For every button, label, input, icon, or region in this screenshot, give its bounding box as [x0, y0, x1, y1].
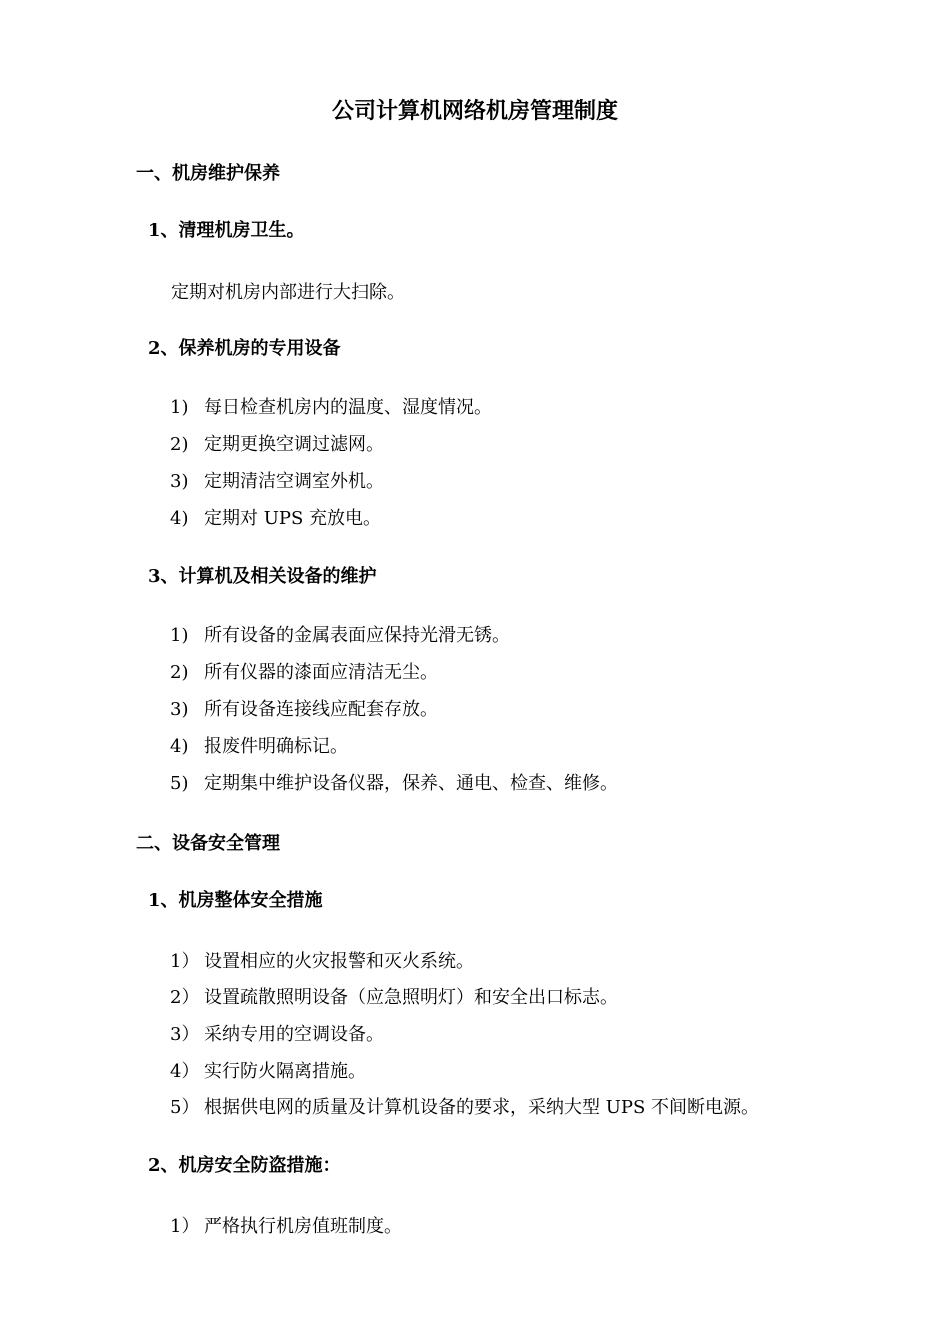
list-item — [170, 1022, 384, 1048]
list-item — [170, 395, 492, 421]
list-number: 4) — [170, 736, 189, 757]
subsection-heading-equipment-care: 2、保养机房的专用设备 — [148, 338, 341, 359]
list-item — [170, 771, 618, 797]
document-title: 公司计算机网络机房管理制度 — [331, 98, 618, 124]
list-number: 1） — [170, 1216, 200, 1237]
subsection-heading-overall-safety: 1、机房整体安全措施 — [148, 890, 323, 911]
list-item — [170, 949, 474, 975]
subsection-heading-anti-theft: 2、机房安全防盗措施： — [148, 1155, 341, 1176]
list-item — [170, 506, 381, 532]
list-number: 4) — [170, 508, 189, 529]
list-text: 每日检查机房内的温度、湿度情况。 — [204, 397, 492, 418]
list-text: 报废件明确标记。 — [204, 736, 348, 757]
list-item — [170, 623, 510, 649]
list-number: 1) — [170, 625, 189, 646]
list-number: 1） — [170, 951, 200, 972]
list-number: 3） — [170, 1024, 200, 1045]
list-item — [170, 734, 348, 760]
list-text: 定期清洁空调室外机。 — [204, 471, 384, 492]
list-item — [170, 432, 384, 458]
list-text: 采纳专用的空调设备。 — [204, 1024, 384, 1045]
list-text: 所有仪器的漆面应清洁无尘。 — [204, 662, 438, 683]
section-heading-security: 二、设备安全管理 — [136, 833, 280, 854]
list-text: 实行防火隔离措施。 — [204, 1061, 366, 1082]
list-number: 3) — [170, 699, 189, 720]
list-number: 1) — [170, 397, 189, 418]
list-text: 设置疏散照明设备（应急照明灯）和安全出口标志。 — [204, 987, 618, 1008]
paragraph-cleaning: 定期对机房内部进行大扫除。 — [171, 282, 405, 303]
section-heading-maintenance: 一、机房维护保养 — [136, 163, 280, 184]
list-number: 2） — [170, 987, 200, 1008]
list-number: 5) — [170, 773, 189, 794]
list-number: 2) — [170, 434, 189, 455]
list-number: 4） — [170, 1061, 200, 1082]
list-text: 设置相应的火灾报警和灭火系统。 — [204, 951, 474, 972]
list-item — [170, 985, 618, 1011]
list-number: 3) — [170, 471, 189, 492]
list-item — [170, 469, 384, 495]
list-text: 所有设备连接线应配套存放。 — [204, 699, 438, 720]
list-text: 根据供电网的质量及计算机设备的要求，采纳大型 UPS 不间断电源。 — [204, 1097, 760, 1118]
list-item — [170, 660, 438, 686]
list-text: 定期集中维护设备仪器，保养、通电、检查、维修。 — [204, 773, 618, 794]
list-item — [170, 1059, 366, 1085]
list-item — [170, 1214, 402, 1240]
list-item — [170, 1095, 759, 1121]
list-number: 2) — [170, 662, 189, 683]
list-text: 定期对 UPS 充放电。 — [204, 508, 382, 529]
list-text: 定期更换空调过滤网。 — [204, 434, 384, 455]
subsection-heading-computer-maintenance: 3、计算机及相关设备的维护 — [148, 566, 377, 587]
list-text: 所有设备的金属表面应保持光滑无锈。 — [204, 625, 510, 646]
list-number: 5） — [170, 1097, 200, 1118]
list-text: 严格执行机房值班制度。 — [204, 1216, 402, 1237]
subsection-heading-cleaning: 1、清理机房卫生。 — [148, 220, 305, 241]
list-item — [170, 697, 438, 723]
